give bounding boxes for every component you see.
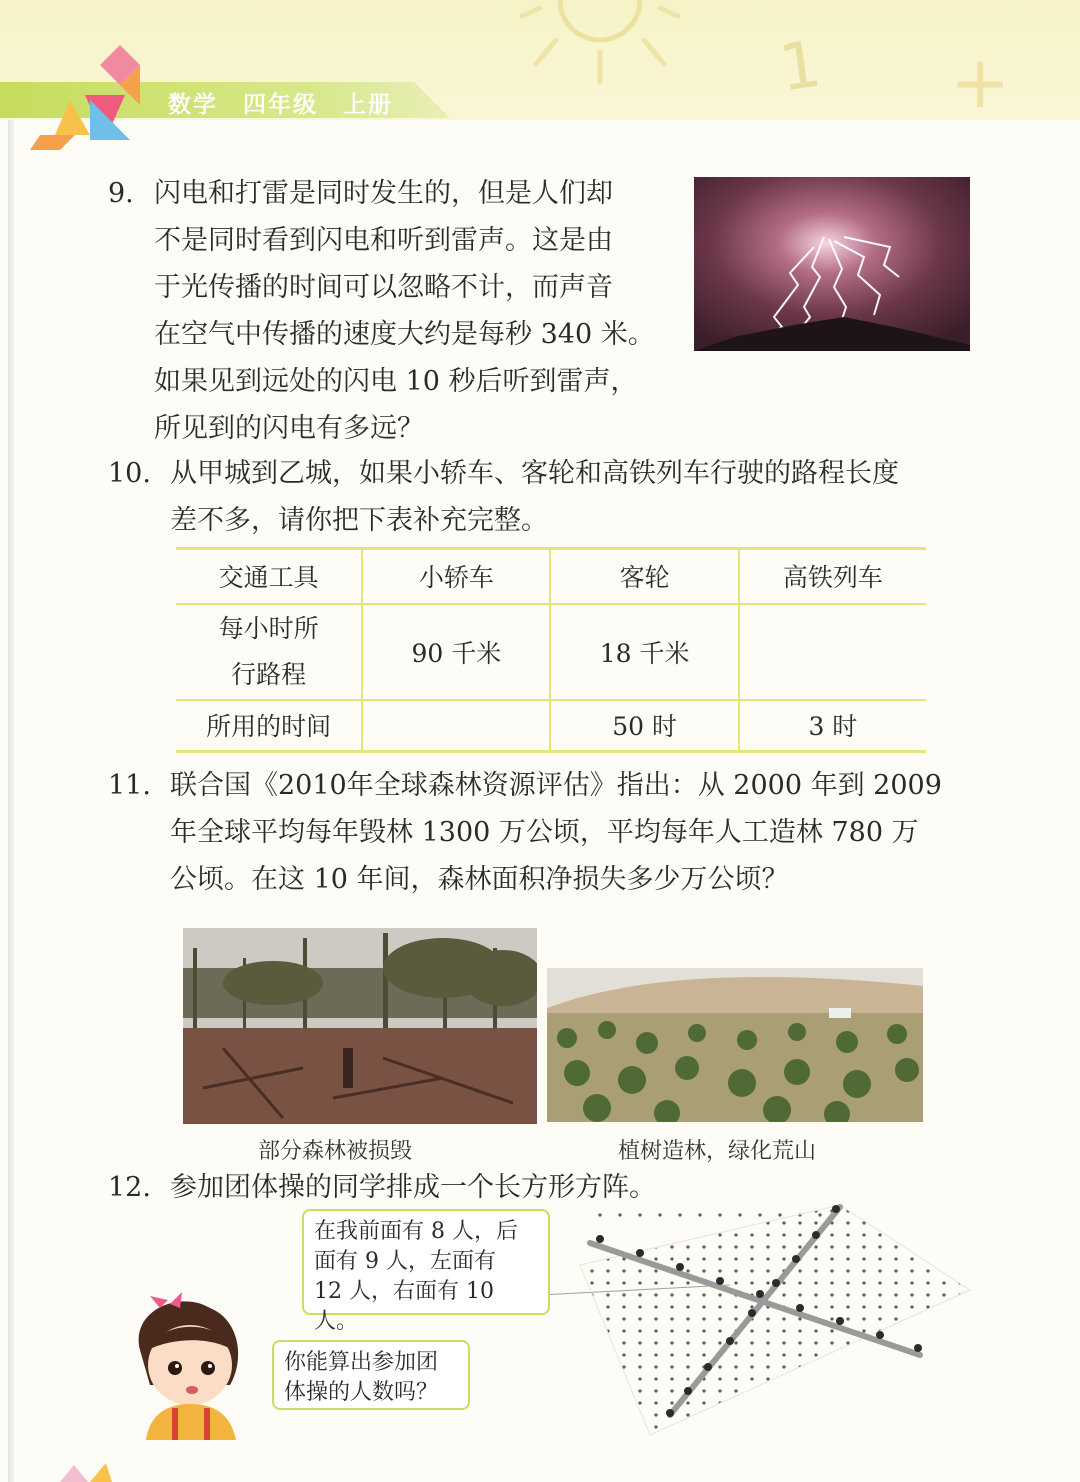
question-9 (108, 170, 688, 460)
table-cell-blank (362, 700, 550, 752)
question-10 (108, 450, 988, 546)
text-line: 闪电和打雷是同时发生的，但是人们却 (154, 178, 613, 209)
bubble-line: 在我前面有 8 人，后 (314, 1219, 518, 1244)
text-line: 如果见到远处的闪电 10 秒后听到雷声， (154, 366, 638, 397)
page-header-title: 数学 四年级 上册 (168, 92, 393, 118)
table-cell: 50 时 (550, 700, 738, 752)
question-number: 11. (108, 770, 151, 801)
text-line: 年全球平均每年毁林 1300 万公顷，平均每年人工造林 780 万 (170, 817, 919, 848)
bubble-line: 面有 9 人，左面有 (314, 1249, 496, 1274)
text-line: 不是同时看到闪电和听到雷声。这是由 (154, 225, 613, 256)
table-cell: 3 时 (739, 700, 926, 752)
question-text (170, 450, 990, 544)
decorative-number: 1 (775, 27, 826, 107)
photo-caption: 部分森林被损毁 (258, 1139, 413, 1164)
question-text (154, 170, 694, 452)
text-line: 公顷。在这 10 年间，森林面积净损失多少万公顷？ (170, 864, 789, 895)
row-label-line: 每小时所 (218, 613, 319, 643)
table-row (176, 604, 926, 700)
table-cell: 18 千米 (550, 604, 738, 700)
text-line: 差不多，请你把下表补充完整。 (170, 505, 548, 536)
table-header-cell: 高铁列车 (739, 549, 926, 604)
table-header-row (176, 549, 926, 604)
text-line: 所见到的闪电有多远？ (154, 413, 424, 444)
question-11 (108, 762, 988, 907)
lightning-photo (694, 177, 970, 351)
text-line: 在空气中传播的速度大约是每秒 340 米。 (154, 319, 655, 350)
formation-illustration (540, 1195, 980, 1445)
table-header-cell: 客轮 (550, 549, 738, 604)
question-number: 10. (108, 458, 151, 489)
tangram-logo (30, 40, 160, 150)
girl-character (120, 1290, 260, 1440)
table-cell: 90 千米 (362, 604, 550, 700)
speech-bubble-question (272, 1340, 470, 1410)
table-header-cell: 小轿车 (362, 549, 550, 604)
question-number: 12. (108, 1172, 151, 1203)
question-text (170, 762, 990, 903)
table-row (176, 700, 926, 752)
bubble-line: 你能算出参加团 (284, 1350, 439, 1375)
table-cell-blank (739, 604, 926, 700)
table-row-label (176, 604, 362, 700)
text-line: 从甲城到乙城，如果小轿车、客轮和高铁列车行驶的路程长度 (170, 458, 899, 489)
question-number: 9. (108, 178, 134, 209)
page-spine (8, 120, 14, 1482)
bubble-line: 体操的人数吗？ (284, 1380, 439, 1405)
bubble-line: 12 人，右面有 10 人。 (314, 1279, 494, 1334)
decorative-plus: + (950, 40, 1011, 124)
speech-bubble-position (302, 1209, 550, 1334)
afforestation-photo (547, 968, 923, 1122)
corner-decoration (60, 1455, 120, 1482)
deforestation-photo (183, 928, 537, 1124)
photo-caption: 植树造林，绿化荒山 (618, 1139, 817, 1164)
table-header-cell: 交通工具 (218, 563, 319, 593)
row-label-line: 行路程 (231, 659, 307, 689)
text-line: 联合国《2010年全球森林资源评估》指出：从 2000 年到 2009 (170, 770, 942, 801)
question-text: 参加团体操的同学排成一个长方形方阵。 (170, 1172, 656, 1203)
text-line: 于光传播的时间可以忽略不计，而声音 (154, 272, 613, 303)
transport-table (176, 547, 926, 753)
table-row-label: 所用的时间 (206, 712, 332, 742)
sun-decoration (520, 0, 680, 90)
